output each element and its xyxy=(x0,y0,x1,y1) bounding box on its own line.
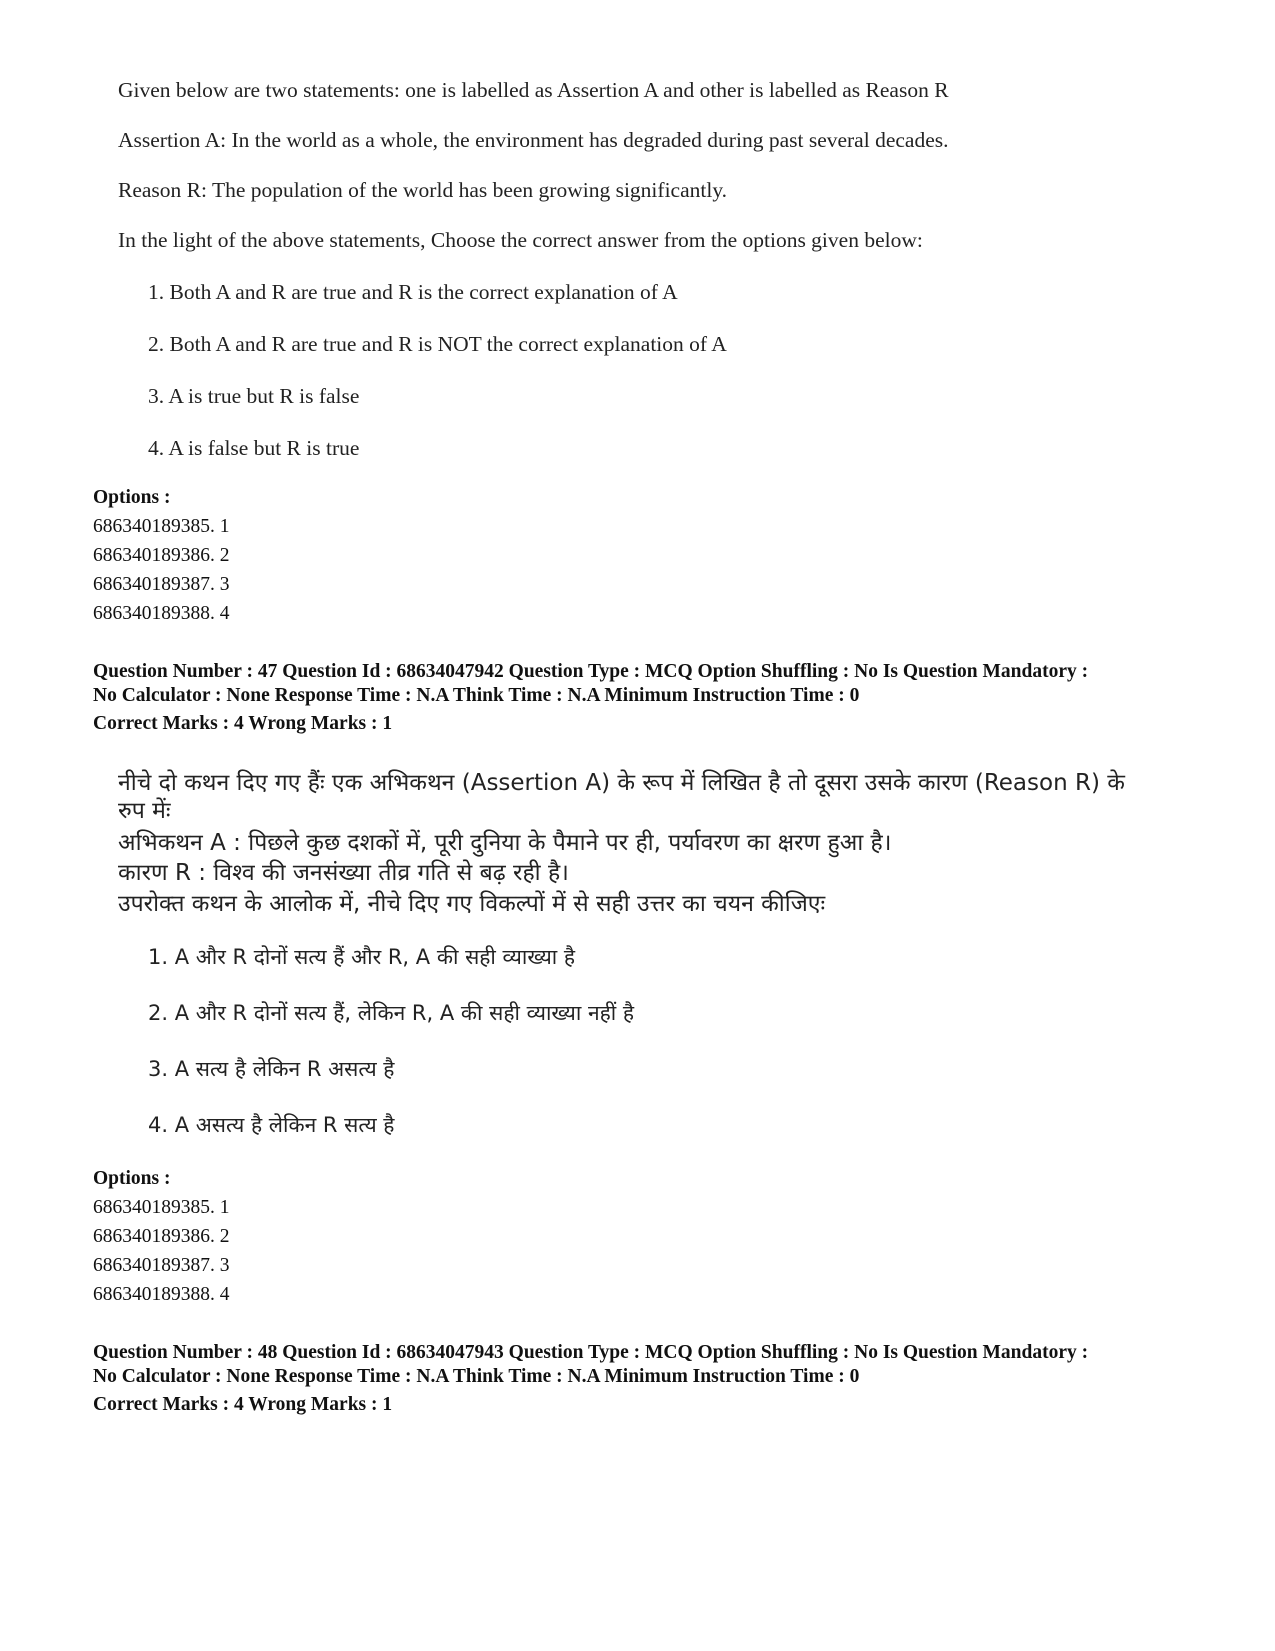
option-item: 686340189388. 4 xyxy=(93,1284,230,1305)
option-item: 686340189388. 4 xyxy=(93,603,230,624)
question-1-choice: 1. Both A and R are true and R is the correct explanation of A xyxy=(148,280,678,304)
question-1-intro: Given below are two statements: one is labelled as Assertion A and other is labelled as Reason R xyxy=(118,78,949,102)
question-2-reason: कारण R : विश्व की जनसंख्या तीव्र गति से बढ़ रही है। xyxy=(118,860,569,886)
option-item: 686340189385. 1 xyxy=(93,516,230,537)
question-1-options xyxy=(93,483,230,628)
question-1-choice: 3. A is true but R is false xyxy=(148,384,360,408)
question-47-meta xyxy=(93,660,1223,736)
question-2-choice: 1. A और R दोनों सत्य हैं और R, A की सही व्याख्या है xyxy=(148,945,576,969)
question-1-reason: Reason R: The population of the world has been growing significantly. xyxy=(118,178,728,202)
option-item: 686340189386. 2 xyxy=(93,545,230,566)
option-item: 686340189385. 1 xyxy=(93,1197,230,1218)
question-2-choice: 2. A और R दोनों सत्य हैं, लेकिन R, A की सही व्याख्या नहीं है xyxy=(148,1001,635,1025)
question-2-options xyxy=(93,1164,230,1309)
question-2-instruction: उपरोक्त कथन के आलोक में, नीचे दिए गए विकल्पों में से सही उत्तर का चयन कीजिएः xyxy=(118,891,826,917)
question-2-choice: 3. A सत्य है लेकिन R असत्य है xyxy=(148,1057,395,1081)
option-item: 686340189386. 2 xyxy=(93,1226,230,1247)
question-1-choice: 2. Both A and R are true and R is NOT the correct explanation of A xyxy=(148,332,727,356)
options-label: Options : xyxy=(93,487,171,508)
options-label: Options : xyxy=(93,1168,171,1189)
question-1-choice: 4. A is false but R is true xyxy=(148,436,360,460)
question-2-intro-cont: रुप मेंः xyxy=(118,798,171,824)
meta-line: No Calculator : None Response Time : N.A Think Time : N.A Minimum Instruction Time : 0 xyxy=(93,685,860,706)
question-48-meta xyxy=(93,1341,1223,1417)
option-item: 686340189387. 3 xyxy=(93,574,230,595)
question-2-assertion: अभिकथन A : पिछले कुछ दशकों में, पूरी दुनिया के पैमाने पर ही, पर्यावरण का क्षरण हुआ है। xyxy=(118,830,892,856)
question-1-instruction: In the light of the above statements, Choose the correct answer from the options given below: xyxy=(118,228,923,252)
meta-line: Question Number : 47 Question Id : 68634047942 Question Type : MCQ Option Shuffling : No Is Question Mandatory : xyxy=(93,661,1089,682)
question-1-assertion: Assertion A: In the world as a whole, the environment has degraded during past several decades. xyxy=(118,128,949,152)
meta-line: Question Number : 48 Question Id : 68634047943 Question Type : MCQ Option Shuffling : No Is Question Mandatory : xyxy=(93,1342,1089,1363)
meta-line: No Calculator : None Response Time : N.A Think Time : N.A Minimum Instruction Time : 0 xyxy=(93,1366,860,1387)
meta-line: Correct Marks : 4 Wrong Marks : 1 xyxy=(93,713,393,734)
question-2-choice: 4. A असत्य है लेकिन R सत्य है xyxy=(148,1113,395,1137)
question-2-intro: नीचे दो कथन दिए गए हैंः एक अभिकथन (Assertion A) के रूप में लिखित है तो दूसरा उसके कारण (Reason R) के xyxy=(118,770,1125,796)
option-item: 686340189387. 3 xyxy=(93,1255,230,1276)
meta-line: Correct Marks : 4 Wrong Marks : 1 xyxy=(93,1394,393,1415)
